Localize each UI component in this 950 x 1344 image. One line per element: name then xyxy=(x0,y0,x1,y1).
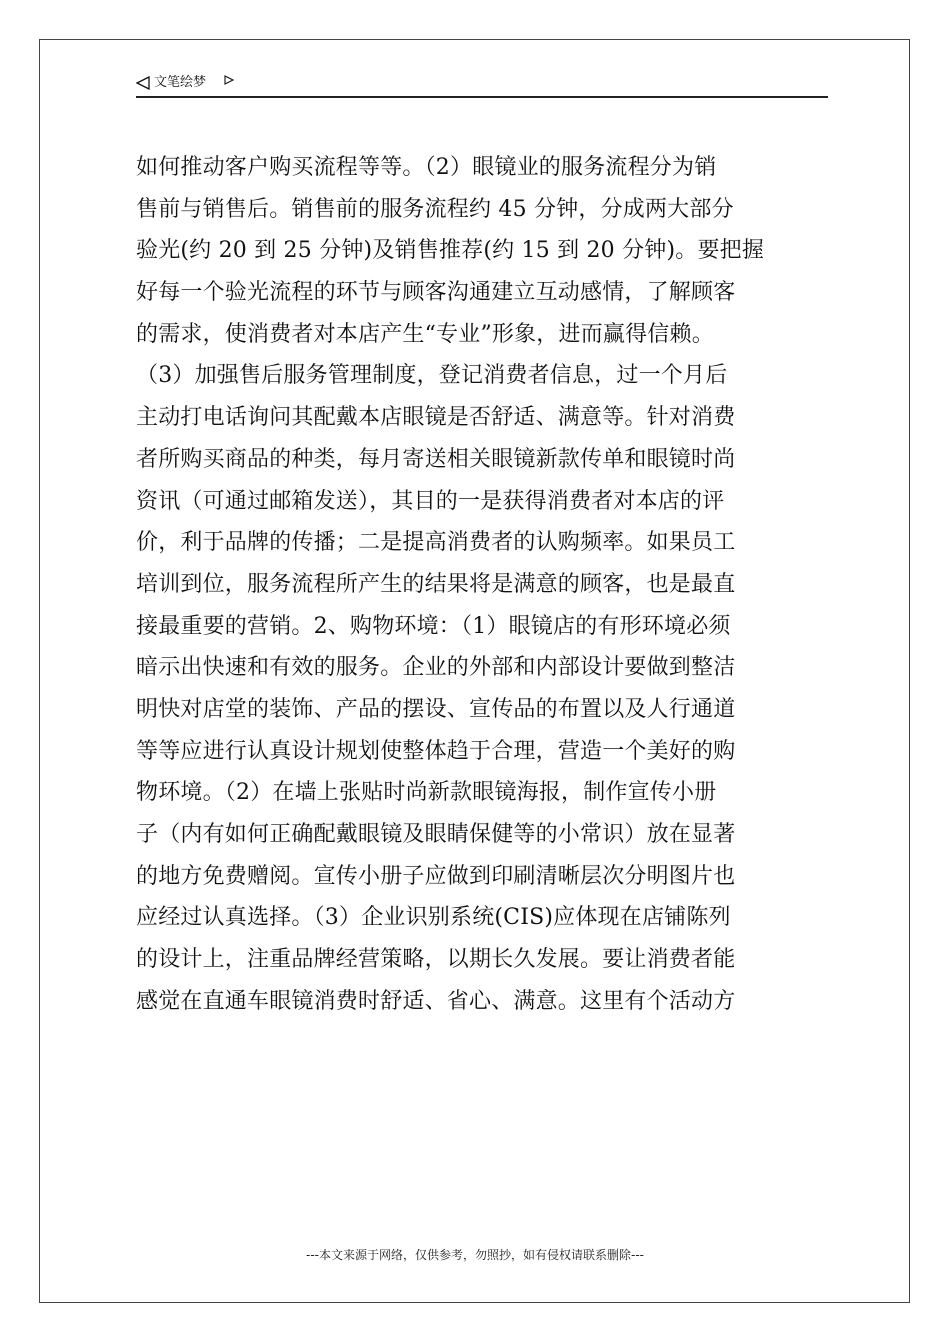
text-line: 售前与销售后。销售前的服务流程约 45 分钟，分成两大部分 xyxy=(136,196,734,222)
text-line: 等等应进行认真设计规划使整体趋于合理，营造一个美好的购 xyxy=(136,738,736,764)
text-line: 感觉在直通车眼镜消费时舒适、省心、满意。这里有个活动方 xyxy=(136,988,736,1014)
text-line: 者所购买商品的种类，每月寄送相关眼镜新款传单和眼镜时尚 xyxy=(136,446,736,472)
text-line: 资讯（可通过邮箱发送），其目的一是获得消费者对本店的评 xyxy=(136,488,725,514)
header-title: 文笔绘梦 xyxy=(154,75,207,90)
triangle-left-icon xyxy=(136,76,150,90)
text-line: 如何推动客户购买流程等等。（2）眼镜业的服务流程分为销 xyxy=(136,155,717,180)
text-line: 明快对店堂的装饰、产品的摆设、宣传品的布置以及人行通道 xyxy=(136,696,736,722)
triangle-right-icon xyxy=(224,75,234,85)
text-line: 的需求，使消费者对本店产生“专业”形象，进而赢得信赖。 xyxy=(136,321,714,347)
text-line: 应经过认真选择。（3）企业识别系统(CIS)应体现在店铺陈列 xyxy=(136,905,731,931)
text-line: 验光(约 20 到 25 分钟)及销售推荐(约 15 到 20 分钟)。要把握 xyxy=(136,238,765,264)
text-line: 培训到位，服务流程所产生的结果将是满意的顾客，也是最直 xyxy=(136,571,736,597)
text-line: 的设计上，注重品牌经营策略，以期长久发展。要让消费者能 xyxy=(136,947,736,973)
page-footer: ---本文来源于网络，仅供参考，勿照抄，如有侵权请联系删除--- xyxy=(306,1248,644,1262)
text-line: 子（内有如何正确配戴眼镜及眼睛保健等的小常识）放在显著 xyxy=(136,822,736,847)
text-line: 主动打电话询问其配戴本店眼镜是否舒适、满意等。针对消费 xyxy=(136,405,736,431)
text-line: 物环境。（2）在墙上张贴时尚新款眼镜海报，制作宣传小册 xyxy=(136,780,717,806)
text-line: 价，利于品牌的传播；二是提高消费者的认购频率。如果员工 xyxy=(136,530,736,556)
text-line: 接最重要的营销。2、购物环境：（1）眼镜店的有形环境必须 xyxy=(136,613,731,639)
text-line: 暗示出快速和有效的服务。企业的外部和内部设计要做到整洁 xyxy=(136,655,736,681)
text-line: （3）加强售后服务管理制度，登记消费者信息，过一个月后 xyxy=(136,363,728,389)
body-text xyxy=(136,147,836,1022)
text-line: 的地方免费赠阅。宣传小册子应做到印刷清晰层次分明图片也 xyxy=(136,863,736,889)
text-line: 好每一个验光流程的环节与顾客沟通建立互动感情，了解顾客 xyxy=(136,280,736,306)
page-header xyxy=(136,70,828,98)
